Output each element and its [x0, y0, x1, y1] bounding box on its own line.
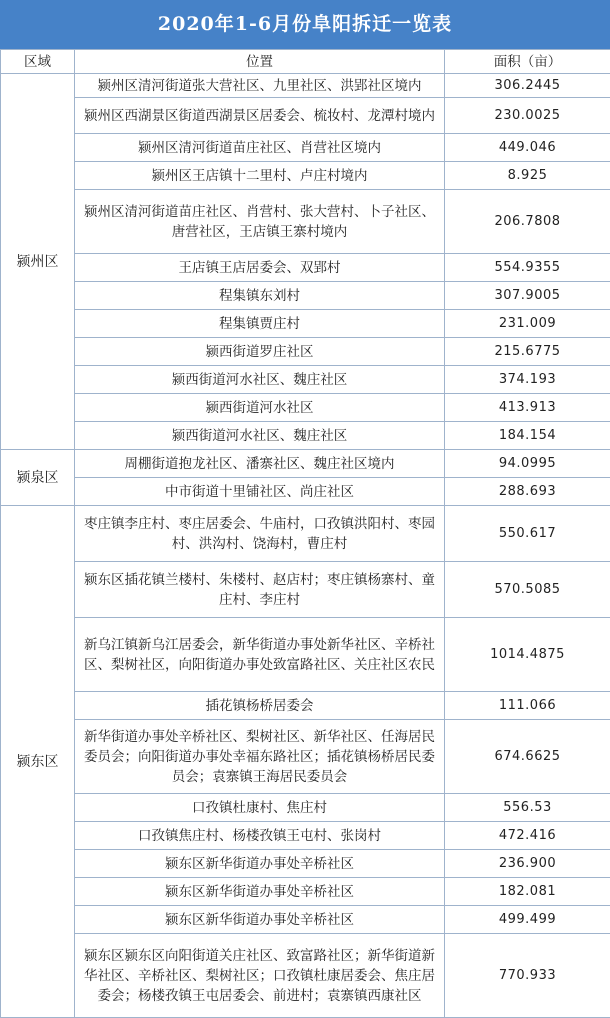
location-cell: 新华街道办事处辛桥社区、梨树社区、新华社区、任海居民委员会；向阳街道办事处幸福东路社区；插花镇杨桥居民委员会；袁寨镇王海居民委员会 — [75, 720, 445, 794]
area-cell: 231.009 — [445, 310, 610, 338]
location-cell: 插花镇杨桥居委会 — [75, 692, 445, 720]
area-cell: 288.693 — [445, 478, 610, 506]
location-cell: 王店镇王店居委会、双郢村 — [75, 254, 445, 282]
table-row — [1, 74, 610, 98]
area-cell: 8.925 — [445, 162, 610, 190]
header-district: 区域 — [1, 50, 75, 74]
location-cell: 颍东区新华街道办事处辛桥社区 — [75, 850, 445, 878]
location-cell: 口孜镇焦庄村、杨楼孜镇王屯村、张岗村 — [75, 822, 445, 850]
location-cell: 枣庄镇李庄村、枣庄居委会、牛庙村，口孜镇洪阳村、枣园村、洪沟村、饶海村，曹庄村 — [75, 506, 445, 562]
table-row — [1, 450, 610, 478]
table-row — [1, 98, 610, 134]
header-location: 位置 — [75, 50, 445, 74]
location-cell: 程集镇贾庄村 — [75, 310, 445, 338]
table-row — [1, 190, 610, 254]
header-row — [1, 50, 610, 74]
table-body — [1, 74, 610, 1018]
area-cell: 184.154 — [445, 422, 610, 450]
district-cell: 颍泉区 — [1, 450, 75, 506]
table-row — [1, 282, 610, 310]
table-row — [1, 394, 610, 422]
location-cell: 颍州区清河街道苗庄社区、肖营社区境内 — [75, 134, 445, 162]
location-cell: 颍州区王店镇十二里村、卢庄村境内 — [75, 162, 445, 190]
table-row — [1, 720, 610, 794]
district-cell: 颍州区 — [1, 74, 75, 450]
area-cell: 674.6625 — [445, 720, 610, 794]
area-cell: 307.9005 — [445, 282, 610, 310]
location-cell: 颍西街道河水社区、魏庄社区 — [75, 422, 445, 450]
location-cell: 中市街道十里铺社区、尚庄社区 — [75, 478, 445, 506]
area-cell: 94.0995 — [445, 450, 610, 478]
area-cell: 206.7808 — [445, 190, 610, 254]
area-cell: 770.933 — [445, 934, 610, 1018]
location-cell: 颍西街道河水社区 — [75, 394, 445, 422]
area-cell: 1014.4875 — [445, 618, 610, 692]
location-cell: 颍东区新华街道办事处辛桥社区 — [75, 906, 445, 934]
table-row — [1, 850, 610, 878]
table-row — [1, 562, 610, 618]
area-cell: 306.2445 — [445, 74, 610, 98]
location-cell: 颍西街道河水社区、魏庄社区 — [75, 366, 445, 394]
table-row — [1, 422, 610, 450]
location-cell: 周棚街道抱龙社区、潘寨社区、魏庄社区境内 — [75, 450, 445, 478]
area-cell: 215.6775 — [445, 338, 610, 366]
table-row — [1, 878, 610, 906]
location-cell: 颍东区插花镇兰楼村、朱楼村、赵店村；枣庄镇杨寨村、童庄村、李庄村 — [75, 562, 445, 618]
table-row — [1, 478, 610, 506]
table-row — [1, 338, 610, 366]
table-row — [1, 692, 610, 720]
location-cell: 口孜镇杜康村、焦庄村 — [75, 794, 445, 822]
area-cell: 554.9355 — [445, 254, 610, 282]
table-row — [1, 822, 610, 850]
location-cell: 颍州区清河街道张大营社区、九里社区、洪郢社区境内 — [75, 74, 445, 98]
area-cell: 472.416 — [445, 822, 610, 850]
location-cell: 颍州区清河街道苗庄社区、肖营村、张大营村、卜子社区、唐营社区，王店镇王寨村境内 — [75, 190, 445, 254]
page-title: 2020年1-6月份阜阳拆迁一览表 — [0, 0, 610, 49]
table-row — [1, 906, 610, 934]
area-cell: 236.900 — [445, 850, 610, 878]
area-cell: 374.193 — [445, 366, 610, 394]
location-cell: 颍东区颍东区向阳街道关庄社区、致富路社区；新华街道新华社区、辛桥社区、梨树社区；口孜镇杜康居委会、焦庄居委会；杨楼孜镇王屯居委会、前进村；袁寨镇西康社区 — [75, 934, 445, 1018]
location-cell: 颍东区新华街道办事处辛桥社区 — [75, 878, 445, 906]
demolition-table — [0, 49, 610, 1018]
area-cell: 182.081 — [445, 878, 610, 906]
area-cell: 111.066 — [445, 692, 610, 720]
location-cell: 颍西街道罗庄社区 — [75, 338, 445, 366]
table-row — [1, 162, 610, 190]
table-row — [1, 310, 610, 338]
area-cell: 413.913 — [445, 394, 610, 422]
area-cell: 230.0025 — [445, 98, 610, 134]
location-cell: 颍州区西湖景区街道西湖景区居委会、梳妆村、龙潭村境内 — [75, 98, 445, 134]
table-row — [1, 366, 610, 394]
district-cell: 颍东区 — [1, 506, 75, 1018]
area-cell: 499.499 — [445, 906, 610, 934]
table-row — [1, 618, 610, 692]
area-cell: 550.617 — [445, 506, 610, 562]
table-row — [1, 506, 610, 562]
location-cell: 新乌江镇新乌江居委会，新华街道办事处新华社区、辛桥社区、梨树社区，向阳街道办事处致富路社区、关庄社区农民 — [75, 618, 445, 692]
table-row — [1, 134, 610, 162]
area-cell: 570.5085 — [445, 562, 610, 618]
table-row — [1, 934, 610, 1018]
table-row — [1, 794, 610, 822]
header-area: 面积（亩） — [445, 50, 610, 74]
location-cell: 程集镇东刘村 — [75, 282, 445, 310]
table-row — [1, 254, 610, 282]
area-cell: 556.53 — [445, 794, 610, 822]
area-cell: 449.046 — [445, 134, 610, 162]
